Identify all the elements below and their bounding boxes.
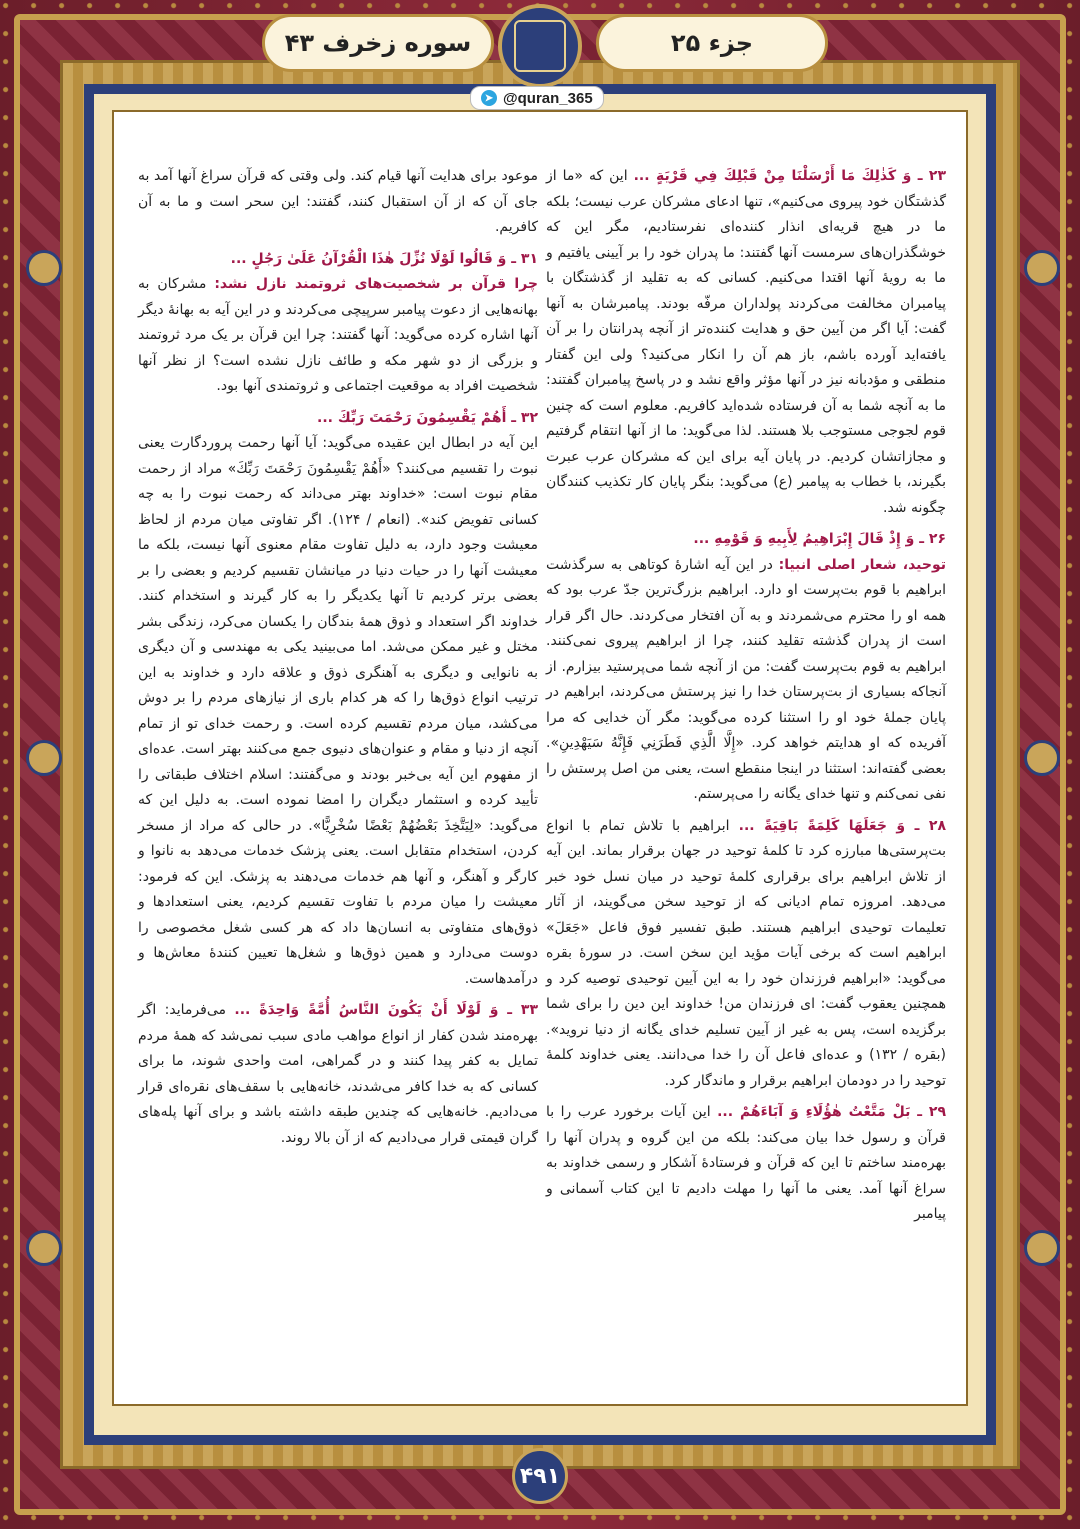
paragraph-text: موعود برای هدایت آنها قیام کند. ولی وقتی که قرآن سراغ آنها آمد به جای آن که از آن استقبال کنند، گفتند: این سحر است و ما به آن کافریم. [138,168,538,235]
verse-heading: ۲۸ ـ وَ جَعَلَهَا كَلِمَةً بَاقِيَةً ... [738,817,946,834]
right-column [546,164,946,1234]
border-medallion-icon [26,740,62,776]
paragraph-text: این که «ما از گذشتگان خود پیروی می‌کنیم»، تنها ادعای مشرکان عرب نیست؛ بلکه ما در هیچ قریه‌ای انذار کننده‌ای نفرستادیم، مگر این که خوشگذران‌های سرمست آنها گفتند: ما پدران خود را بر آیینی یافتیم و ما به رویهٔ آنها اقتدا می‌کنیم. کسانی که به تقلید از گذشتگان با پیامبران مخالفت می‌کردند پولداران مرفّه بودند. پیامبرشان به آنها گفت: آیا اگر من آیین حق و هدایت کننده‌تر از آنچه پدرانتان را بر آن یافته‌اید آورده باشم، باز هم آن را انکار می‌کنید؟ ولی این گفتار منطقی و مؤدبانه نیز در آنها مؤثر واقع نشد و در پاسخ پیامبران گفتند: ما به آنچه شما به آن فرستاده شده‌اید کافریم. معلوم است که چنین قوم لجوجی مستوجب بلا هستند. لذا می‌گوید: ما از آنها انتقام گرفتیم و مجازاتشان کردیم. در پایان آیه برای این که مشرکان عرب عبرت بگیرند، با خطاب به پیامبر (ع) می‌گوید: بنگر پایان کار تکذیب کنندگان چگونه شد. [546,168,946,516]
subheading: توحید، شعار اصلی انبیا: [778,556,946,573]
paragraph [546,814,946,1095]
paragraph-text: این آیه در ابطال این عقیده می‌گوید: آیا آنها رحمت پروردگارت یعنی نبوت را تقسیم می‌کنند؟ «أَهُمْ يَقْسِمُونَ رَحْمَتَ رَبِّكَ» مراد از رحمت مقام نبوت است: «خداوند بهتر می‌داند که رحمت نبوت را به چه کسانی تفویض کند». (انعام / ۱۲۴). اگر تفاوتی میان مردم از لحاظ معیشت وجود دارد، به دلیل تفاوت مقام معنوی آنها نیست، بلکه ما معیشت آنها را در حیات دنیا در میانشان تقسیم کردیم و بعضی را بر بعضی برتر کردیم تا آنها یکدیگر را به کار گیرند و استخدام کنند. خداوند اگر استعداد و ذوق همهٔ بندگان را یکسان می‌کرد، زندگی بشر مختل و غیر ممکن می‌شد. اما می‌بینید یکی به مهندسی و آن دیگری به نانوایی و دیگری به آهنگری ذوق و علاقه دارد و خداوند به این ترتیب انواع ذوق‌ها را که هر کدام باری از نیازهای مردم را بر دوش می‌کشد، میان مردم تقسیم کرده است. و رحمت خدای تو از تمام آنچه از دنیا و مقام و عنوان‌های دنیوی جمع می‌کنند بهتر است. عده‌ای از مفهوم این آیه بی‌خبر بودند و می‌گفتند: اسلام اختلاف طبقاتی را تأیید کرده و استثمار دیگران را امضا نموده است. به دلیل این که می‌گوید: «لِيَتَّخِذَ بَعْضُهُمْ بَعْضًا سُخْرِيًّا». در حالی که مراد از مسخر کردن، استخدام متقابل است. یعنی پزشک خدمات می‌دهد به نانوا و کارگر و آهنگر، و آنها هم خدمات می‌دهند به پزشک. این که فرمود: معیشت را میان مردم با تفاوت تقسیم کردیم، یعنی استعدادها و ذوق‌های متفاوتی به انسان‌ها داد که هر کسی شغل مخصوصی را دوست می‌دارد و همین ذوق‌ها و شغل‌ها تعیین کنندهٔ معاش‌ها و درآمدهاست. [138,435,538,987]
paragraph-text: می‌فرماید: اگر بهره‌مند شدن کفار از انواع مواهب مادی سبب نمی‌شد که همهٔ مردم تمایل به کفر پیدا کنند و در گمراهی، امت واحدی شوند، ما برای کسانی که به خدا کافر می‌شدند، خانه‌هایی با سقف‌های نقره‌ای قرار می‌دادیم. خانه‌هایی که چندین طبقه داشته باشد و برای آنها پله‌های گران قیمتی قرار می‌دادیم که از آن بالا روند. [138,1002,538,1146]
verse-heading: ۲۹ ـ بَلْ مَتَّعْتُ هٰؤُلَاءِ وَ آبَاءَهُمْ ... [717,1104,946,1120]
page-number: ۴۹۱ [512,1448,568,1504]
left-column [138,164,538,1157]
surah-title: سوره زخرف ۴۳ [262,14,494,72]
verse-heading: ۳۳ ـ وَ لَوْلَا أَنْ يَكُونَ النَّاسُ أُمَّةً وَاحِدَةً ... [234,1002,538,1018]
paragraph-text: ابراهیم با تلاش تمام با انواع بت‌پرستی‌ها مبارزه کرد تا کلمهٔ توحید در جهان برقرار بماند. این آیه از تلاش ابراهیم برای برقراری کلمهٔ توحید در میان نسل خود خبر می‌دهد. امروزه تمام ادیانی که از توحید سخن می‌گویند، از آثار تعلیمات توحیدی ابراهیم هستند. طبق تفسیر فوق فاعل «جَعَلَ» ابراهیم است که برخی آیات مؤید این سخن است. در سورهٔ بقره می‌گوید: «ابراهیم فرزندان خود را به این آیین توحیدی توصیه کرد و همچنین یعقوب گفت: ای فرزندان من! خداوند این دین را برای شما برگزیده است، پس به غیر از آیین تسلیم خدای یگانه از دنیا نروید». (بقره / ۱۳۲) و عده‌ای فاعل آن را خدا می‌دانند. یعنی خداوند کلمهٔ توحید را در دودمان ابراهیم برقرار و ماندگار کرد. [546,817,946,1089]
verse-heading: ۳۲ ـ أَهُمْ يَقْسِمُونَ رَحْمَتَ رَبِّكَ ... [317,409,538,426]
quran-logo-icon [498,4,582,88]
paragraph [546,164,946,521]
paragraph-text: مشرکان به بهانه‌هایی از دعوت پیامبر سرپیچی می‌کردند و در این آیه به بهانهٔ دیگر آنها اشاره کرده می‌گوید: آنها گفتند: چرا این قرآن بر یک مرد ثروتمند و بزرگی از دو شهر مکه و طائف نازل نشده است؟ از نظر آنها شخصیت افراد به موقعیت اجتماعی و ثروتمندی آنها بود. [138,276,538,394]
border-medallion-icon [26,250,62,286]
channel-handle[interactable] [470,86,604,110]
text-sheet [112,110,968,1406]
subheading: چرا قرآن بر شخصیت‌های ثروتمند نازل نشد: [214,276,538,292]
border-medallion-icon [1024,250,1060,286]
paragraph [138,998,538,1151]
paragraph-text: در این آیه اشارهٔ کوتاهی به سرگذشت ابراهیم با قوم بت‌پرست او دارد. ابراهیم بزرگ‌ترین جدّ عرب بود که همه او را محترم می‌شمردند و به آن افتخار می‌کردند. حال اگر قرار است از پدران گذشته تقلید کنند، چرا از ابراهیم پیروی نمی‌کنند. ابراهیم به قوم بت‌پرست گفت: من از آنچه شما می‌پرستید بیزارم. از آنجاکه بسیاری از بت‌پرستان خدا را نیز پرستش می‌کردند، ابراهیم در پایان جملهٔ خود او را استثنا کرده می‌گوید: مگر آن خدایی که مرا آفریده که او هدایتم خواهد کرد. «إِلَّا الَّذِي فَطَرَنِي فَإِنَّهُ سَيَهْدِينِ». بعضی گفته‌اند: استثنا در اینجا منقطع است، یعنی من اصل پرستش را نفی نمی‌کنم و تنها خدای یگانه را می‌پرستم. [546,556,946,802]
paragraph [546,1100,946,1228]
paragraph-text: این آیات برخورد عرب را با قرآن و رسول خدا بیان می‌کند: بلکه من این گروه و پدران آنها را بهره‌مند ساختم تا این که قرآن و فرستادهٔ آشکار و رسمی خداوند به سراغ آنها آمد. یعنی ما آنها را مهلت دادیم تا این کتاب آسمانی و پیامبر [546,1104,946,1222]
paragraph [546,527,946,808]
paragraph [138,164,538,241]
border-medallion-icon [1024,740,1060,776]
border-medallion-icon [1024,1230,1060,1266]
channel-handle-text: @quran_365 [503,89,593,107]
verse-heading: ۲۶ ـ وَ إِذْ قَالَ إِبْرَاهِيمُ لِأَبِيهِ وَ قَوْمِهِ ... [693,531,946,547]
juz-title: جزء ۲۵ [596,14,828,72]
paragraph [138,406,538,993]
verse-heading: ۳۱ ـ وَ قَالُوا لَوْلَا نُزِّلَ هٰذَا الْقُرْآنُ عَلَىٰ رَجُلٍ ... [230,250,538,267]
paragraph [138,247,538,400]
verse-heading: ۲۳ ـ وَ كَذٰلِكَ مَا أَرْسَلْنَا مِنْ قَبْلِكَ فِي قَرْيَةٍ ... [633,168,947,184]
telegram-icon: ➤ [481,90,497,106]
border-medallion-icon [26,1230,62,1266]
